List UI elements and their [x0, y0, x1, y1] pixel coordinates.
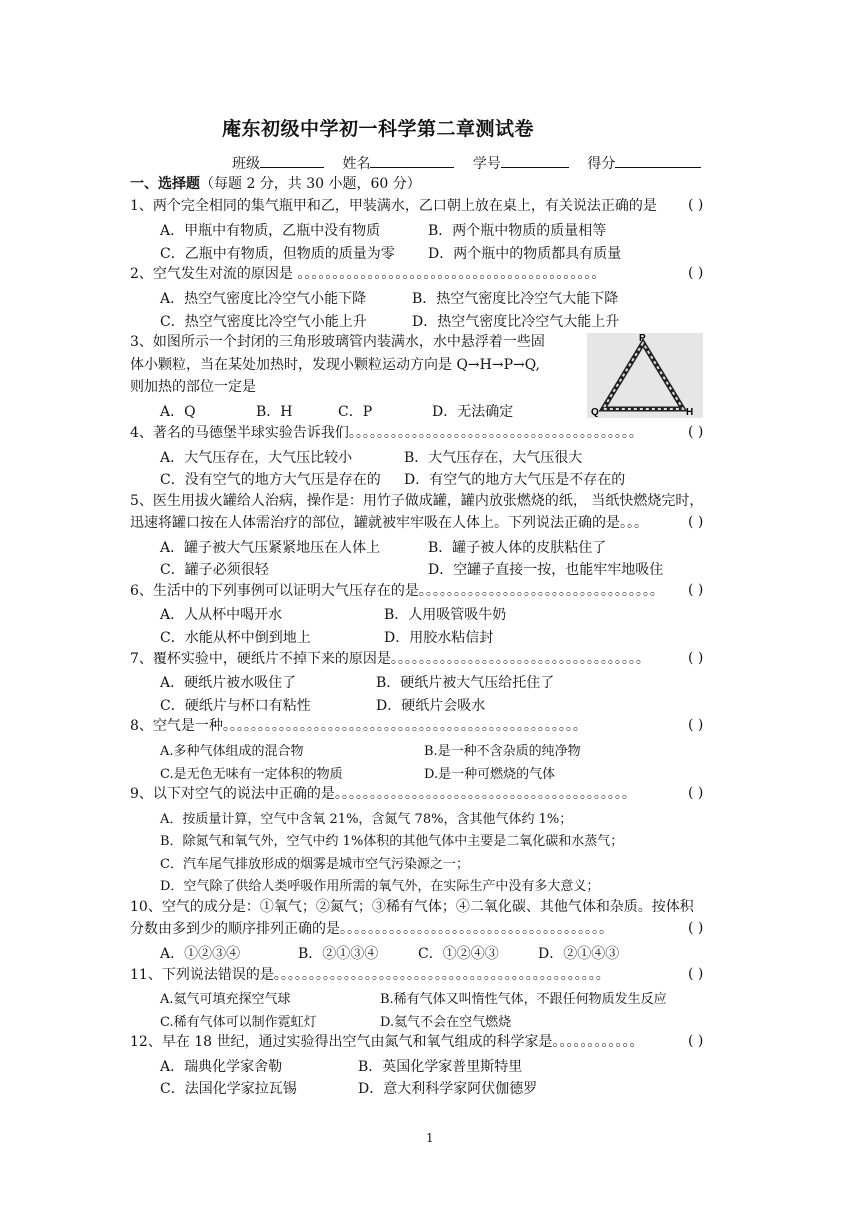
option[interactable]: B．H [256, 404, 293, 420]
vertex-label-h: H [686, 407, 694, 418]
answer-paren[interactable]: ( ) [688, 424, 704, 440]
option[interactable]: B．两个瓶中物质的质量相等 [428, 223, 607, 239]
option[interactable]: B．罐子被人体的皮肤粘住了 [428, 540, 607, 556]
option[interactable]: C．没有空气的地方大气压是存在的 [160, 472, 381, 488]
option[interactable]: A.氦气可填充探空气球 [160, 992, 291, 1007]
question-10-stem: 10、空气的成分是：①氧气；②氮气；③稀有气体；④二氧化碳、其他气体和杂质。按体积 [130, 899, 694, 915]
question-10-stem: 分数由多到少的顺序排列正确的是。。。。。。。。。。。。。。。。。。。。。。。。。。。。。。。。。。。。。。 [130, 921, 613, 937]
question-7-stem: 7、覆杯实验中，硬纸片不掉下来的原因是。。。。。。。。。。。。。。。。。。。。。。。。。。。。。。。。。。。。 [130, 651, 650, 667]
answer-paren[interactable]: ( ) [688, 920, 704, 936]
option[interactable]: A．罐子被大气压紧紧地压在人体上 [160, 540, 381, 556]
option[interactable]: D．两个瓶中的物质都具有质量 [428, 246, 622, 262]
option[interactable]: D．无法确定 [432, 404, 514, 420]
option[interactable]: C．热空气密度比冷空气小能上升 [160, 314, 367, 330]
vertex-label-q: Q [591, 407, 599, 418]
option[interactable]: D．空气除了供给人类呼吸作用所需的氧气外，在实际生产中没有多大意义； [160, 879, 600, 894]
section-title: 一、选择题 [130, 176, 200, 192]
option[interactable]: A．硬纸片被水吸住了 [160, 675, 297, 691]
option[interactable]: A．甲瓶中有物质，乙瓶中没有物质 [160, 223, 381, 239]
score-label: 得分 [587, 156, 616, 172]
option[interactable]: D．有空气的地方大气压是不存在的 [404, 472, 626, 488]
section-heading [130, 175, 421, 193]
page-title: 庵东初级中学初一科学第二章测试卷 [222, 118, 535, 140]
page-number: 1 [426, 1131, 434, 1145]
option[interactable]: B．硬纸片被大气压给托住了 [376, 675, 555, 691]
answer-paren[interactable]: ( ) [688, 514, 704, 530]
vertex-label-p: P [639, 333, 646, 344]
option[interactable]: C．①②④③ [418, 946, 499, 962]
answer-paren[interactable]: ( ) [688, 966, 704, 982]
triangle-tube-diagram [587, 333, 703, 418]
option[interactable]: D．用胶水粘信封 [384, 630, 494, 646]
question-3-stem: 则加热的部位一定是 [130, 379, 256, 395]
option[interactable]: A．①②③④ [160, 946, 241, 962]
answer-paren[interactable]: ( ) [688, 785, 704, 801]
option[interactable]: D．空罐子直接一按，也能牢牢地吸住 [428, 562, 664, 578]
option[interactable]: A．热空气密度比冷空气小能下降 [160, 291, 367, 307]
option[interactable]: A．按质量计算，空气中含氧 21%，含氮气 78%，含其他气体约 1%； [160, 812, 573, 827]
question-9-stem: 9、以下对空气的说法中正确的是。。。。。。。。。。。。。。。。。。。。。。。。。。。。。。。。。。。。。。。。。。 [130, 786, 636, 802]
question-2-stem: 2、空气发生对流的原因是 。。。。。。。。。。。。。。。。。。。。。。。。。。。。。。。。。。。。。。。。。。。 [130, 266, 606, 282]
triangle-tube-figure [587, 333, 703, 418]
option[interactable]: D．硬纸片会吸水 [376, 698, 486, 714]
option[interactable]: A.多种气体组成的混合物 [160, 744, 304, 759]
name-label: 姓名 [342, 156, 371, 172]
answer-paren[interactable]: ( ) [688, 650, 704, 666]
option[interactable]: B．大气压存在，大气压很大 [404, 450, 583, 466]
option[interactable]: D．热空气密度比冷空气大能上升 [412, 314, 620, 330]
answer-paren[interactable]: ( ) [688, 197, 704, 213]
class-label: 班级 [232, 156, 260, 172]
section-note: （每题 2 分，共 30 小题，60 分） [200, 176, 421, 192]
option[interactable]: A．大气压存在，大气压比较小 [160, 450, 353, 466]
question-4-stem: 4、著名的马德堡半球实验告诉我们。。。。。。。。。。。。。。。。。。。。。。。。。。。。。。。。。。。。。。。。。 [130, 425, 643, 441]
question-3-stem: 体小颗粒，当在某处加热时，发现小颗粒运动方向是 Q→H→P→Q, [130, 357, 540, 373]
option[interactable]: B．热空气密度比冷空气大能下降 [412, 291, 619, 307]
option[interactable]: C．乙瓶中有物质，但物质的质量为零 [160, 246, 395, 262]
option[interactable]: D.氦气不会在空气燃烧 [380, 1015, 512, 1030]
answer-paren[interactable]: ( ) [688, 265, 704, 281]
class-blank[interactable] [260, 155, 324, 168]
option[interactable]: A．人从杯中喝开水 [160, 607, 283, 623]
option[interactable]: B．除氮气和氧气外，空气中约 1%体积的其他气体中主要是二氧化碳和水蒸气； [160, 834, 624, 849]
answer-paren[interactable]: ( ) [688, 582, 704, 598]
option[interactable]: B.稀有气体又叫惰性气体，不跟任何物质发生反应 [380, 992, 667, 1007]
question-5-stem: 迅速将罐口按在人体需治疗的部位，罐就被牢牢吸在人体上。下列说法正确的是。。。 [130, 515, 648, 531]
question-11-stem: 11、下列说法错误的是。。。。。。。。。。。。。。。。。。。。。。。。。。。。。。。。。。。。。。。。。。。。。。。 [130, 967, 610, 983]
option[interactable]: C．法国化学家拉瓦锡 [160, 1081, 297, 1097]
option[interactable]: A．瑞典化学家舍勒 [160, 1059, 283, 1075]
answer-paren[interactable]: ( ) [688, 1033, 704, 1049]
option[interactable]: B．②①③④ [298, 946, 379, 962]
option[interactable]: C．硬纸片与杯口有粘性 [160, 698, 311, 714]
option[interactable]: B．英国化学家普里斯特里 [358, 1059, 523, 1075]
option[interactable]: C．罐子必须很轻 [160, 562, 269, 578]
option[interactable]: D．②①④③ [538, 946, 620, 962]
id-blank[interactable] [501, 155, 569, 168]
option[interactable]: C.稀有气体可以制作霓虹灯 [160, 1015, 317, 1030]
option[interactable]: B．人用吸管吸牛奶 [384, 607, 507, 623]
option[interactable]: D.是一种可燃烧的气体 [424, 767, 556, 782]
option[interactable]: B.是一种不含杂质的纯净物 [424, 744, 581, 759]
option[interactable]: C．水能从杯中倒到地上 [160, 630, 311, 646]
score-blank[interactable] [615, 155, 701, 168]
question-1-stem: 1、两个完全相同的集气瓶甲和乙，甲装满水，乙口朝上放在桌上，有关说法正确的是 [130, 198, 657, 214]
name-blank[interactable] [370, 155, 454, 168]
question-3-stem: 3、如图所示一个封闭的三角形玻璃管内装满水，水中悬浮着一些固 [130, 334, 545, 350]
question-8-stem: 8、空气是一种。。。。。。。。。。。。。。。。。。。。。。。。。。。。。。。。。。。。。。。。。。。。。。。。。。。 [130, 718, 587, 734]
question-12-stem: 12、早在 18 世纪，通过实验得出空气由氮气和氧气组成的科学家是。。。。。。。。。。。。 [130, 1034, 644, 1050]
student-info-row [232, 153, 701, 173]
option[interactable]: C.是无色无味有一定体积的物质 [160, 767, 343, 782]
option[interactable]: C．汽车尾气排放形成的烟雾是城市空气污染源之一； [160, 857, 469, 872]
option[interactable]: D．意大利科学家阿伏伽德罗 [358, 1081, 538, 1097]
answer-paren[interactable]: ( ) [688, 717, 704, 733]
id-label: 学号 [472, 156, 501, 172]
option[interactable]: C．P [338, 404, 373, 420]
option[interactable]: A．Q [160, 404, 196, 420]
question-5-stem: 5、医生用拔火罐给人治病，操作是：用竹子做成罐，罐内放张燃烧的纸， 当纸快燃烧完时， [130, 493, 704, 509]
question-6-stem: 6、生活中的下列事例可以证明大气压存在的是。。。。。。。。。。。。。。。。。。。。。。。。。。。。。。。。。。 [130, 583, 664, 599]
